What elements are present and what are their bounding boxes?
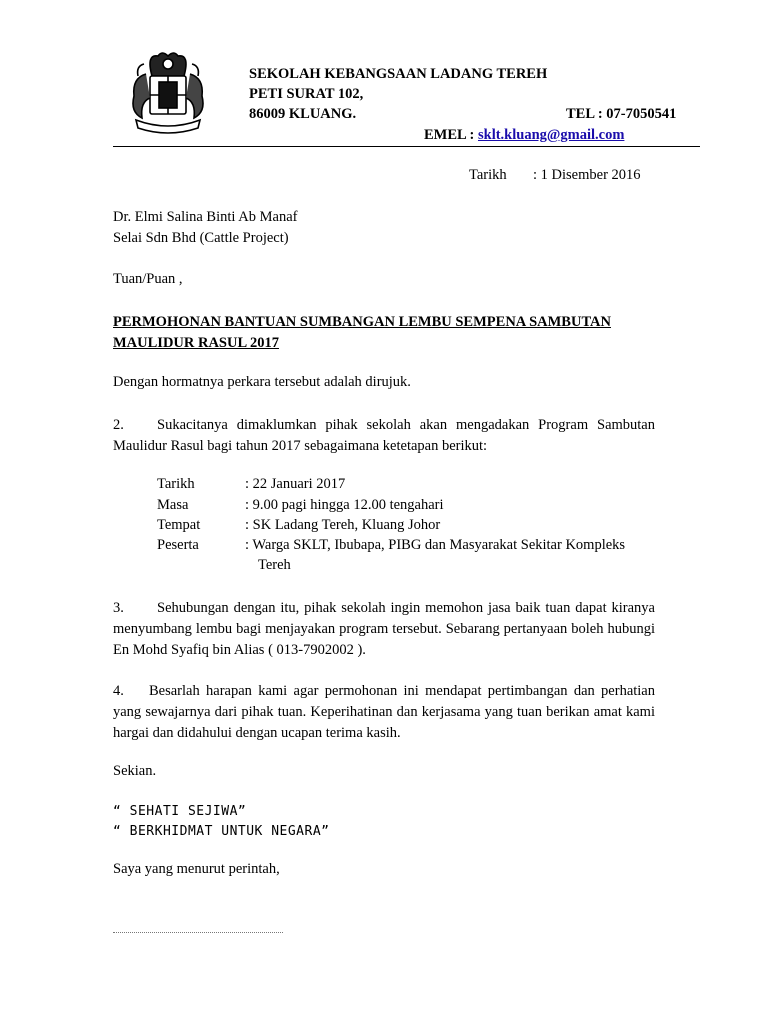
header-divider: [113, 146, 700, 147]
address-line-2: 86009 KLUANG.: [249, 106, 357, 122]
date-label: Tarikh: [469, 167, 507, 183]
detail-label: Tempat: [157, 517, 201, 533]
signoff: Saya yang menurut perintah,: [113, 861, 280, 877]
paragraph-3-text: Sehubungan dengan itu, pihak sekolah ingin memohon jasa baik tuan dapat kiranya menyumbang lembu bagi menjayakan program tersebut. Sebarang pertanyaan boleh hubungi En Mohd Syafiq bin Alias ( 013-7902002 ).: [113, 600, 655, 658]
address-line-1: PETI SURAT 102,: [249, 86, 364, 102]
detail-label: Peserta: [157, 537, 199, 553]
email-link[interactable]: sklt.kluang@gmail.com: [477, 127, 625, 143]
salutation: Tuan/Puan ,: [113, 271, 183, 287]
school-crest-logo: [122, 46, 214, 138]
closing: Sekian.: [113, 763, 157, 779]
paragraph-4: [113, 681, 655, 744]
phone-number: TEL : 07-7050541: [566, 106, 677, 122]
recipient-name: Dr. Elmi Salina Binti Ab Manaf: [113, 209, 298, 225]
motto-2: “ BERKHIDMAT UNTUK NEGARA”: [113, 824, 330, 839]
detail-value: : Warga SKLT, Ibubapa, PIBG dan Masyarakat Sekitar Kompleks: [245, 537, 626, 553]
paragraph-2-number: 2.: [113, 417, 124, 433]
paragraph-3-number: 3.: [113, 600, 124, 616]
paragraph-2-text: Sukacitanya dimaklumkan pihak sekolah akan mengadakan Program Sambutan Maulidur Rasul bagi tahun 2017 sebagaimana ketetapan berikut:: [113, 417, 655, 454]
opening-line: Dengan hormatnya perkara tersebut adalah dirujuk.: [113, 374, 411, 390]
paragraph-2: [113, 415, 655, 457]
detail-value: : 9.00 pagi hingga 12.00 tengahari: [245, 497, 444, 513]
subject-line-1: PERMOHONAN BANTUAN SUMBANGAN LEMBU SEMPENA SAMBUTAN: [113, 314, 611, 330]
detail-label: Tarikh: [157, 476, 195, 492]
paragraph-4-number: 4.: [113, 683, 124, 699]
recipient-company: Selai Sdn Bhd (Cattle Project): [113, 230, 289, 246]
motto-1: “ SEHATI SEJIWA”: [113, 804, 247, 819]
email-row: [424, 127, 624, 144]
subject-line-2: MAULIDUR RASUL 2017: [113, 335, 279, 351]
school-name: SEKOLAH KEBANGSAAN LADANG TEREH: [249, 66, 548, 82]
email-label: EMEL :: [424, 127, 475, 143]
signature-line: [113, 932, 283, 933]
date-value: : 1 Disember 2016: [533, 167, 641, 183]
detail-value-continued: Tereh: [258, 557, 291, 573]
detail-value: : 22 Januari 2017: [245, 476, 346, 492]
detail-value: : SK Ladang Tereh, Kluang Johor: [245, 517, 441, 533]
paragraph-3: [113, 598, 655, 661]
detail-label: Masa: [157, 497, 189, 513]
paragraph-4-text: Besarlah harapan kami agar permohonan ini mendapat pertimbangan dan perhatian yang sewajarnya dari pihak tuan. Keperihatinan dan kerjasama yang tuan berikan amat kami hargai dan didahului dengan ucapan terima kasih.: [113, 683, 655, 741]
